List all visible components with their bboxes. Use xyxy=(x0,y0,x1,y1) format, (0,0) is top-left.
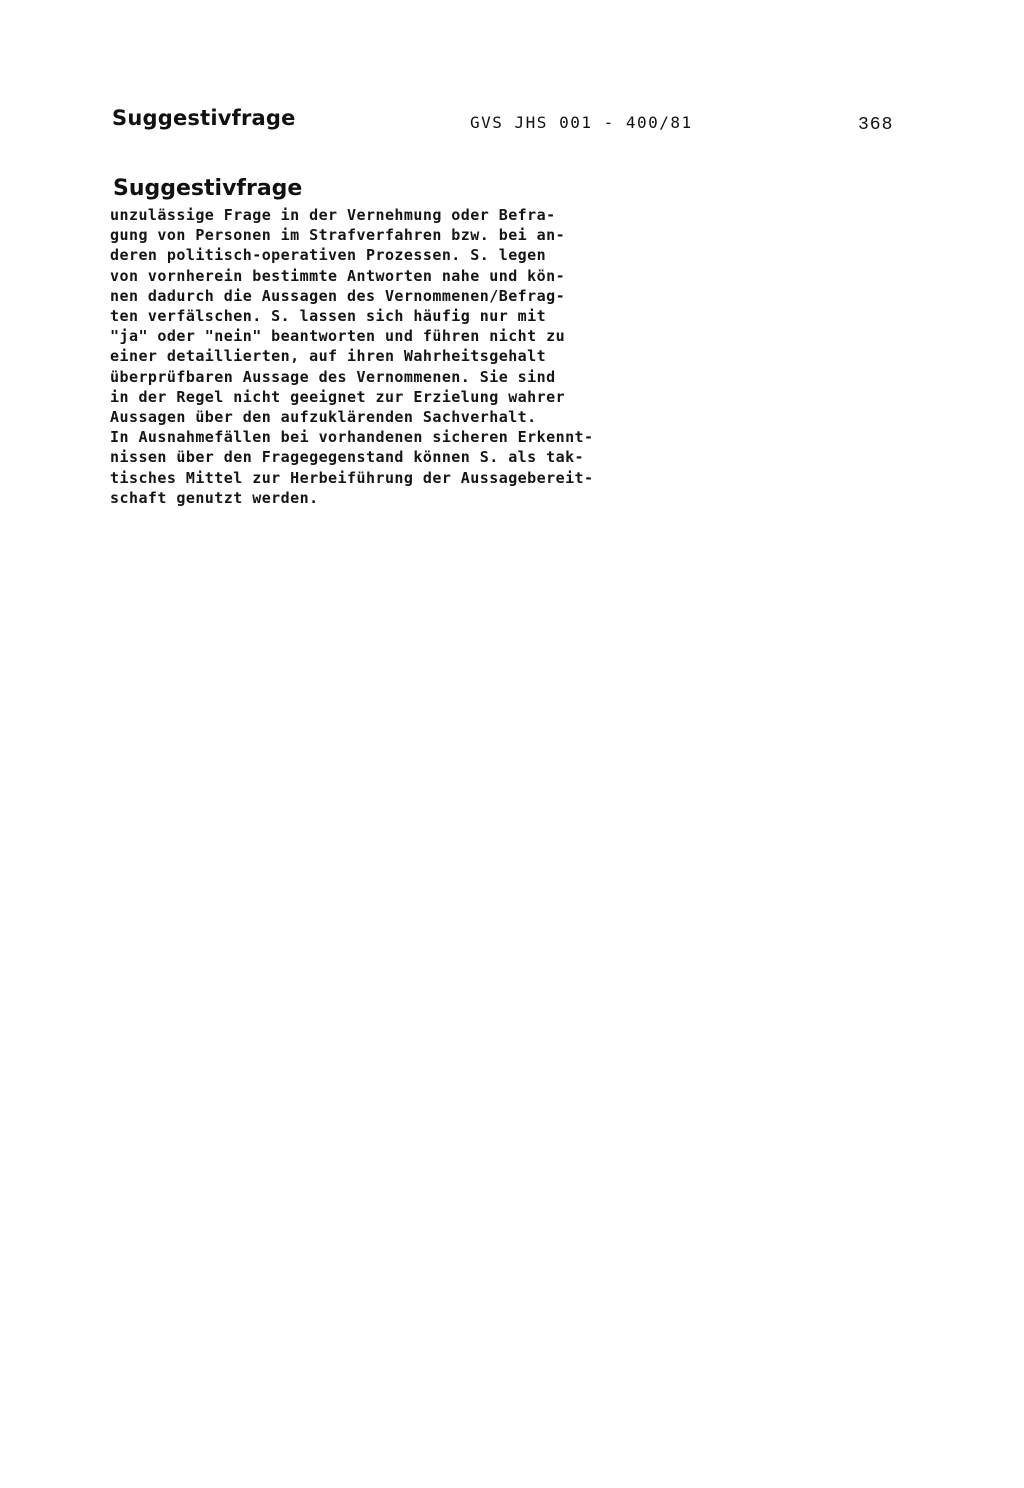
document-reference: GVS JHS 001 - 400/81 xyxy=(470,113,693,132)
definition-line: deren politisch-operativen Prozessen. S. legen xyxy=(110,246,547,265)
definition-line: von vornherein bestimmte Antworten nahe und kön- xyxy=(110,266,566,285)
running-header-title: Suggestivfrage xyxy=(112,106,296,130)
page-number: 368 xyxy=(858,115,894,135)
definition-line: In Ausnahmefällen bei vorhandenen sicheren Erkennt- xyxy=(110,428,594,447)
definition-line: unzulässige Frage in der Vernehmung oder Befra- xyxy=(110,206,556,224)
entry-title: Suggestivfrage xyxy=(113,176,303,201)
definition-line: schaft genutzt werden. xyxy=(110,488,319,507)
entry-definition xyxy=(110,205,594,508)
definition-line: "ja" oder "nein" beantworten und führen nicht zu xyxy=(110,327,566,346)
definition-line: überprüfbaren Aussage des Vernommenen. Sie sind xyxy=(110,367,556,386)
definition-line: in der Regel nicht geeignet zur Erzielung wahrer xyxy=(110,387,566,406)
definition-line: nen dadurch die Aussagen des Vernommenen/Befrag- xyxy=(110,286,566,305)
definition-line: ten verfälschen. S. lassen sich häufig nur mit xyxy=(110,307,547,326)
definition-line: einer detaillierten, auf ihren Wahrheitsgehalt xyxy=(110,347,547,366)
definition-line: gung von Personen im Strafverfahren bzw. bei an- xyxy=(110,226,566,245)
definition-line: Aussagen über den aufzuklärenden Sachverhalt. xyxy=(110,408,537,427)
definition-line: nissen über den Fragegegenstand können S. als tak- xyxy=(110,448,585,467)
definition-line: tisches Mittel zur Herbeiführung der Aussagebereit- xyxy=(110,468,594,487)
